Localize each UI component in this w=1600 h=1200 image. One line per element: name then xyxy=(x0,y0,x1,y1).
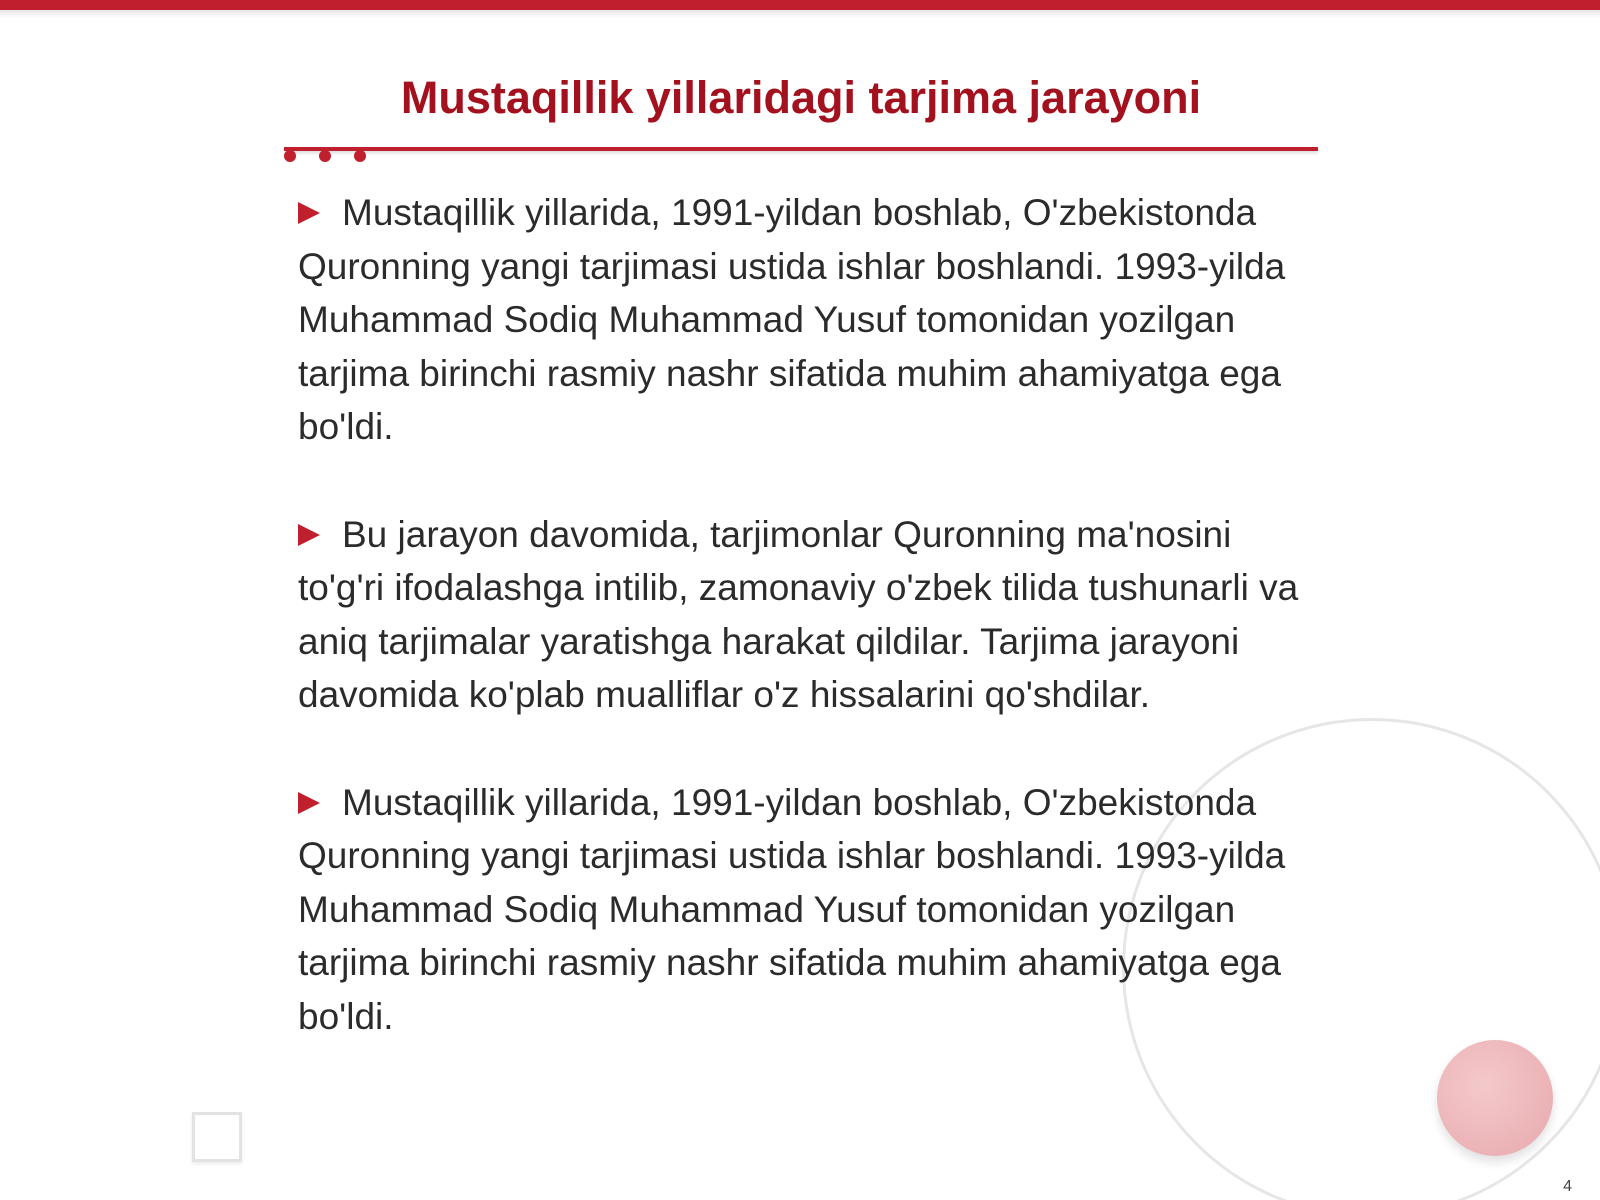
page-number: 4 xyxy=(1563,1178,1572,1195)
top-bar-shadow xyxy=(0,10,1600,18)
decorative-dot-icon xyxy=(284,150,296,162)
decorative-square xyxy=(192,1112,242,1162)
bullet-list xyxy=(298,186,1308,1097)
triangle-right-icon xyxy=(298,524,320,546)
bullet-item xyxy=(298,186,1308,454)
decorative-dot-icon xyxy=(354,150,366,162)
triangle-right-icon xyxy=(298,202,320,224)
bullet-item xyxy=(298,508,1308,722)
top-accent-bar xyxy=(0,0,1600,10)
bullet-text: Mustaqillik yillarida, 1991-yildan boshlab, O'zbekistonda Quronning yangi tarjimasi ustida ishlar boshlandi. 1993-yilda Muhammad Sodiq Muhammad Yusuf tomonidan yozilgan tarjima birinchi rasmiy nashr sifatida muhim ahamiyatga ega bo'ldi. xyxy=(298,781,1286,1037)
title-underline xyxy=(284,147,1318,151)
bullet-text: Bu jarayon davomida, tarjimonlar Quronning ma'nosini to'g'ri ifodalashga intilib, zamonaviy o'zbek tilida tushunarli va aniq tarjimalar yaratishga harakat qildilar. Tarjima jarayoni davomida ko'plab mualliflar o'z hissalarini qo'shdilar. xyxy=(298,513,1299,715)
bullet-text: Mustaqillik yillarida, 1991-yildan boshlab, O'zbekistonda Quronning yangi tarjimasi ustida ishlar boshlandi. 1993-yilda Muhammad Sodiq Muhammad Yusuf tomonidan yozilgan tarjima birinchi rasmiy nashr sifatida muhim ahamiyatga ega bo'ldi. xyxy=(298,192,1286,447)
bullet-item xyxy=(298,776,1308,1044)
triangle-right-icon xyxy=(298,792,320,814)
decorative-dot-icon xyxy=(319,150,331,162)
decorative-pink-circle xyxy=(1437,1040,1553,1156)
slide-title: Mustaqillik yillaridagi tarjima jarayoni xyxy=(400,72,1202,123)
